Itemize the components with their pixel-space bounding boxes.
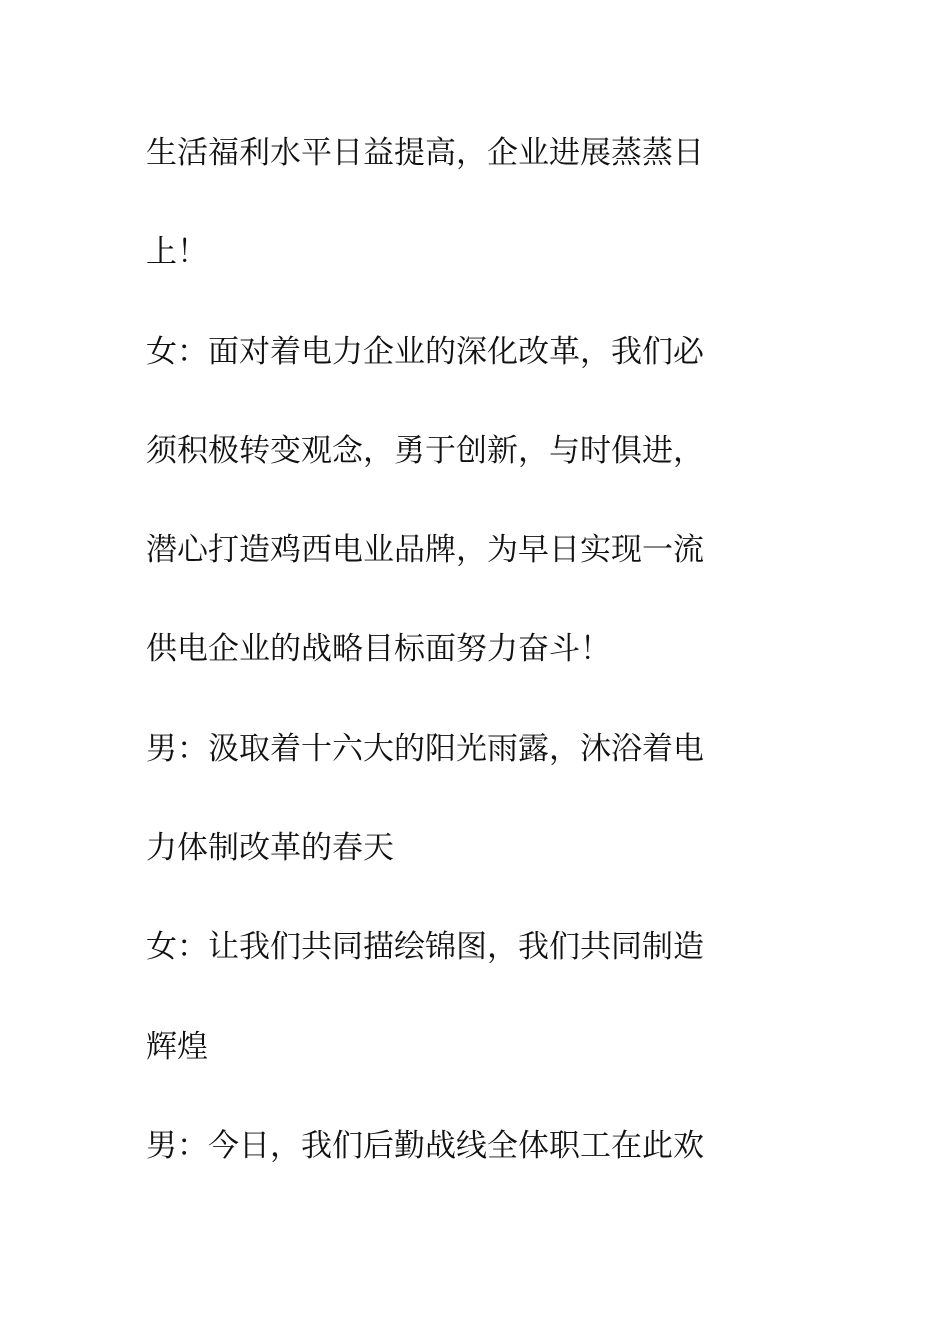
text-line: 男：今日，我们后勤战线全体职工在此欢 — [146, 1127, 704, 1164]
text-line: 供电企业的战略目标面努力奋斗！ — [146, 631, 611, 668]
text-line: 女：面对着电力企业的深化改革，我们必 — [146, 333, 704, 370]
document-body — [146, 128, 806, 1220]
text-line: 力体制改革的春天 — [146, 830, 394, 867]
text-line: 潜心打造鸡西电业品牌，为早日实现一流 — [146, 532, 704, 569]
text-line: 生活福利水平日益提高，企业进展蒸蒸日 — [146, 135, 704, 171]
text-line: 男：汲取着十六大的阳光雨露，沐浴着电 — [146, 730, 704, 767]
text-line: 上！ — [146, 234, 208, 271]
text-line: 辉煌 — [146, 1028, 208, 1065]
text-line: 女：让我们共同描绘锦图，我们共同制造 — [146, 929, 704, 966]
text-line: 须积极转变观念，勇于创新，与时俱进， — [146, 432, 704, 469]
